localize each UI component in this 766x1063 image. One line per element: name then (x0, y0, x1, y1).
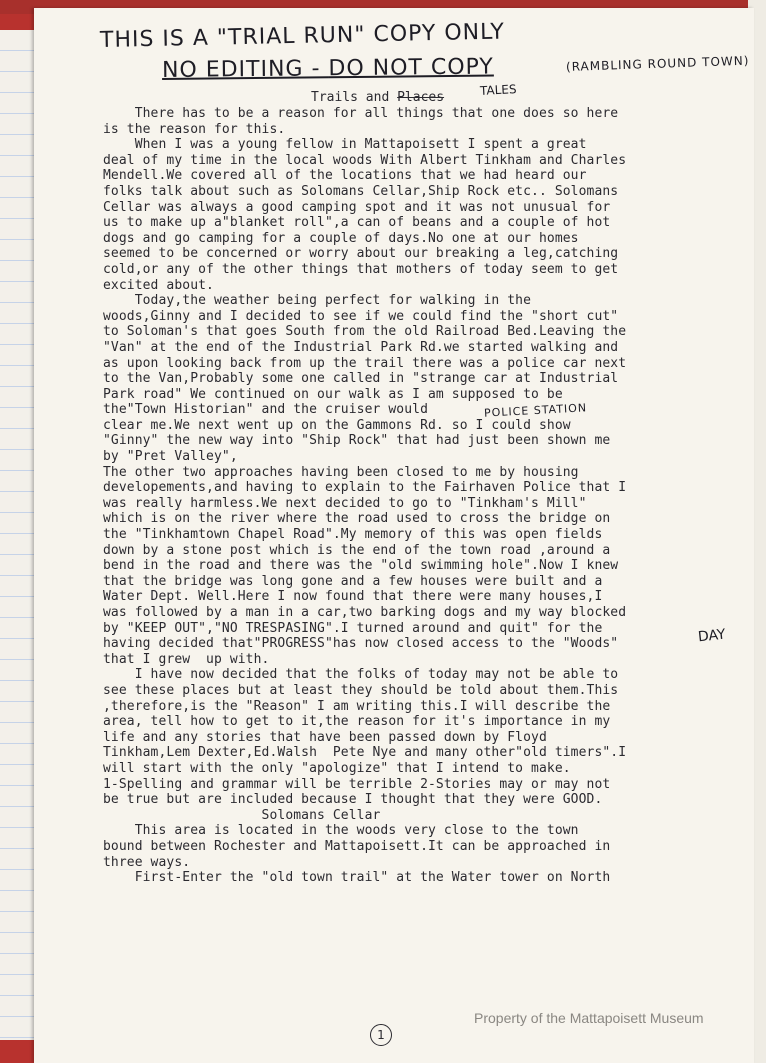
handwritten-note-line2 (162, 55, 494, 83)
body-line: was really harmless.We next decided to go to "Tinkham's Mill" (103, 495, 587, 511)
body-line: When I was a young fellow in Mattapoisett I spent a great (103, 137, 587, 153)
body-line: down by a stone post which is the end of the town road ,around a (103, 542, 611, 558)
body-line: that the bridge was long gone and a few houses were built and a (103, 573, 603, 589)
handwritten-day: DAY (697, 626, 727, 646)
body-line: folks talk about such as Solomans Cellar,Ship Rock etc.. Solomans (103, 183, 619, 199)
body-line: will start with the only "apologize" that I intend to make. (103, 760, 571, 776)
body-line: the "Tinkhamtown Chapel Road".My memory of this was open fields (103, 527, 603, 543)
body-line: to Soloman's that goes South from the old Railroad Bed.Leaving the (103, 324, 627, 340)
body-line: dogs and go camping for a couple of days.No one at our homes (103, 230, 579, 246)
handwritten-tales-correction: TALES (479, 82, 517, 98)
body-line: Cellar was always a good camping spot and it was not unusual for (103, 199, 611, 215)
body-line: This area is located in the woods very close to the town (103, 823, 579, 839)
title-struck-word: Places (397, 90, 445, 105)
body-line: The other two approaches having been closed to me by housing (103, 464, 579, 480)
document-body (103, 106, 723, 886)
body-line: developements,and having to explain to the Fairhaven Police that I (103, 480, 627, 496)
body-line: seemed to be concerned or worry about our breaking a leg,catching (103, 246, 619, 262)
body-line: by "Pret Valley", (103, 449, 238, 465)
body-line: cold,or any of the other things that mothers of today seem to get (103, 261, 619, 277)
body-line: as upon looking back from up the trail there was a police car next (103, 355, 627, 371)
body-line: I have now decided that the folks of today may not be able to (103, 667, 619, 683)
handwritten-do-not-copy: DO NOT COPY (328, 54, 494, 82)
museum-watermark: Property of the Mattapoisett Museum (474, 1010, 704, 1026)
body-line: that I grew up with. (103, 651, 270, 667)
document-title (311, 90, 444, 105)
body-line: excited about. (103, 277, 214, 293)
handwritten-police-station: POLICE STATION (483, 401, 588, 420)
body-line: "Van" at the end of the Industrial Park Rd.we started walking and (103, 339, 619, 355)
body-line: the"Town Historian" and the cruiser would (103, 402, 428, 418)
body-line: ,therefore,is the "Reason" I am writing this.I will describe the (103, 698, 611, 714)
body-line: woods,Ginny and I decided to see if we could find the "short cut" (103, 308, 619, 324)
body-line: us to make up a"blanket roll",a can of beans and a couple of hot (103, 215, 611, 231)
body-line: area, tell how to get to it,the reason for it's importance in my (103, 714, 611, 730)
body-line: is the reason for this. (103, 121, 286, 137)
body-line: to the Van,Probably some one called in "strange car at Industrial (103, 371, 619, 387)
body-line: Water Dept. Well.Here I now found that there were many houses,I (103, 589, 603, 605)
title-text: Trails and (311, 90, 398, 105)
body-line: Tinkham,Lem Dexter,Ed.Walsh Pete Nye and many other"old timers".I (103, 745, 627, 761)
body-line: having decided that"PROGRESS"has now closed access to the "Woods" (103, 636, 619, 652)
body-line: by "KEEP OUT","NO TRESPASING".I turned around and quit" for the (103, 620, 603, 636)
handwritten-note-line1: THIS IS A "TRIAL RUN" COPY ONLY (99, 19, 506, 53)
body-line: see these places but at least they should be told about them.This (103, 682, 619, 698)
body-line: Today,the weather being perfect for walking in the (103, 293, 532, 309)
body-line: Mendell.We covered all of the locations that we had heard our (103, 168, 587, 184)
body-line: clear me.We next went up on the Gammons Rd. so I could show (103, 417, 571, 433)
body-line: Park road" We continued on our walk as I am supposed to be (103, 386, 563, 402)
page-number: 1 (370, 1024, 392, 1046)
body-line: Solomans Cellar (103, 807, 381, 823)
body-line: which is on the river where the road used to cross the bridge on (103, 511, 611, 527)
body-line: life and any stories that have been passed down by Floyd (103, 729, 547, 745)
body-line: There has to be a reason for all things that one does so here (103, 106, 619, 121)
body-line: be true but are included because I thought that they were GOOD. (103, 792, 603, 808)
handwritten-no-editing: NO EDITING - (161, 56, 329, 83)
body-line: 1-Spelling and grammar will be terrible 2-Stories may or may not (103, 776, 611, 792)
body-line: three ways. (103, 854, 191, 870)
handwritten-rambling-note: (RAMBLING ROUND TOWN) (565, 53, 750, 74)
body-line: deal of my time in the local woods With Albert Tinkham and Charles (103, 152, 627, 168)
body-line: First-Enter the "old town trail" at the Water tower on North (103, 870, 611, 886)
body-line: bend in the road and there was the "old swimming hole".Now I knew (103, 558, 619, 574)
body-line: bound between Rochester and Mattapoisett.It can be approached in (103, 838, 611, 854)
body-line: was followed by a man in a car,two barking dogs and my way blocked (103, 605, 627, 620)
body-line: "Ginny" the new way into "Ship Rock" that had just been shown me (103, 433, 611, 449)
